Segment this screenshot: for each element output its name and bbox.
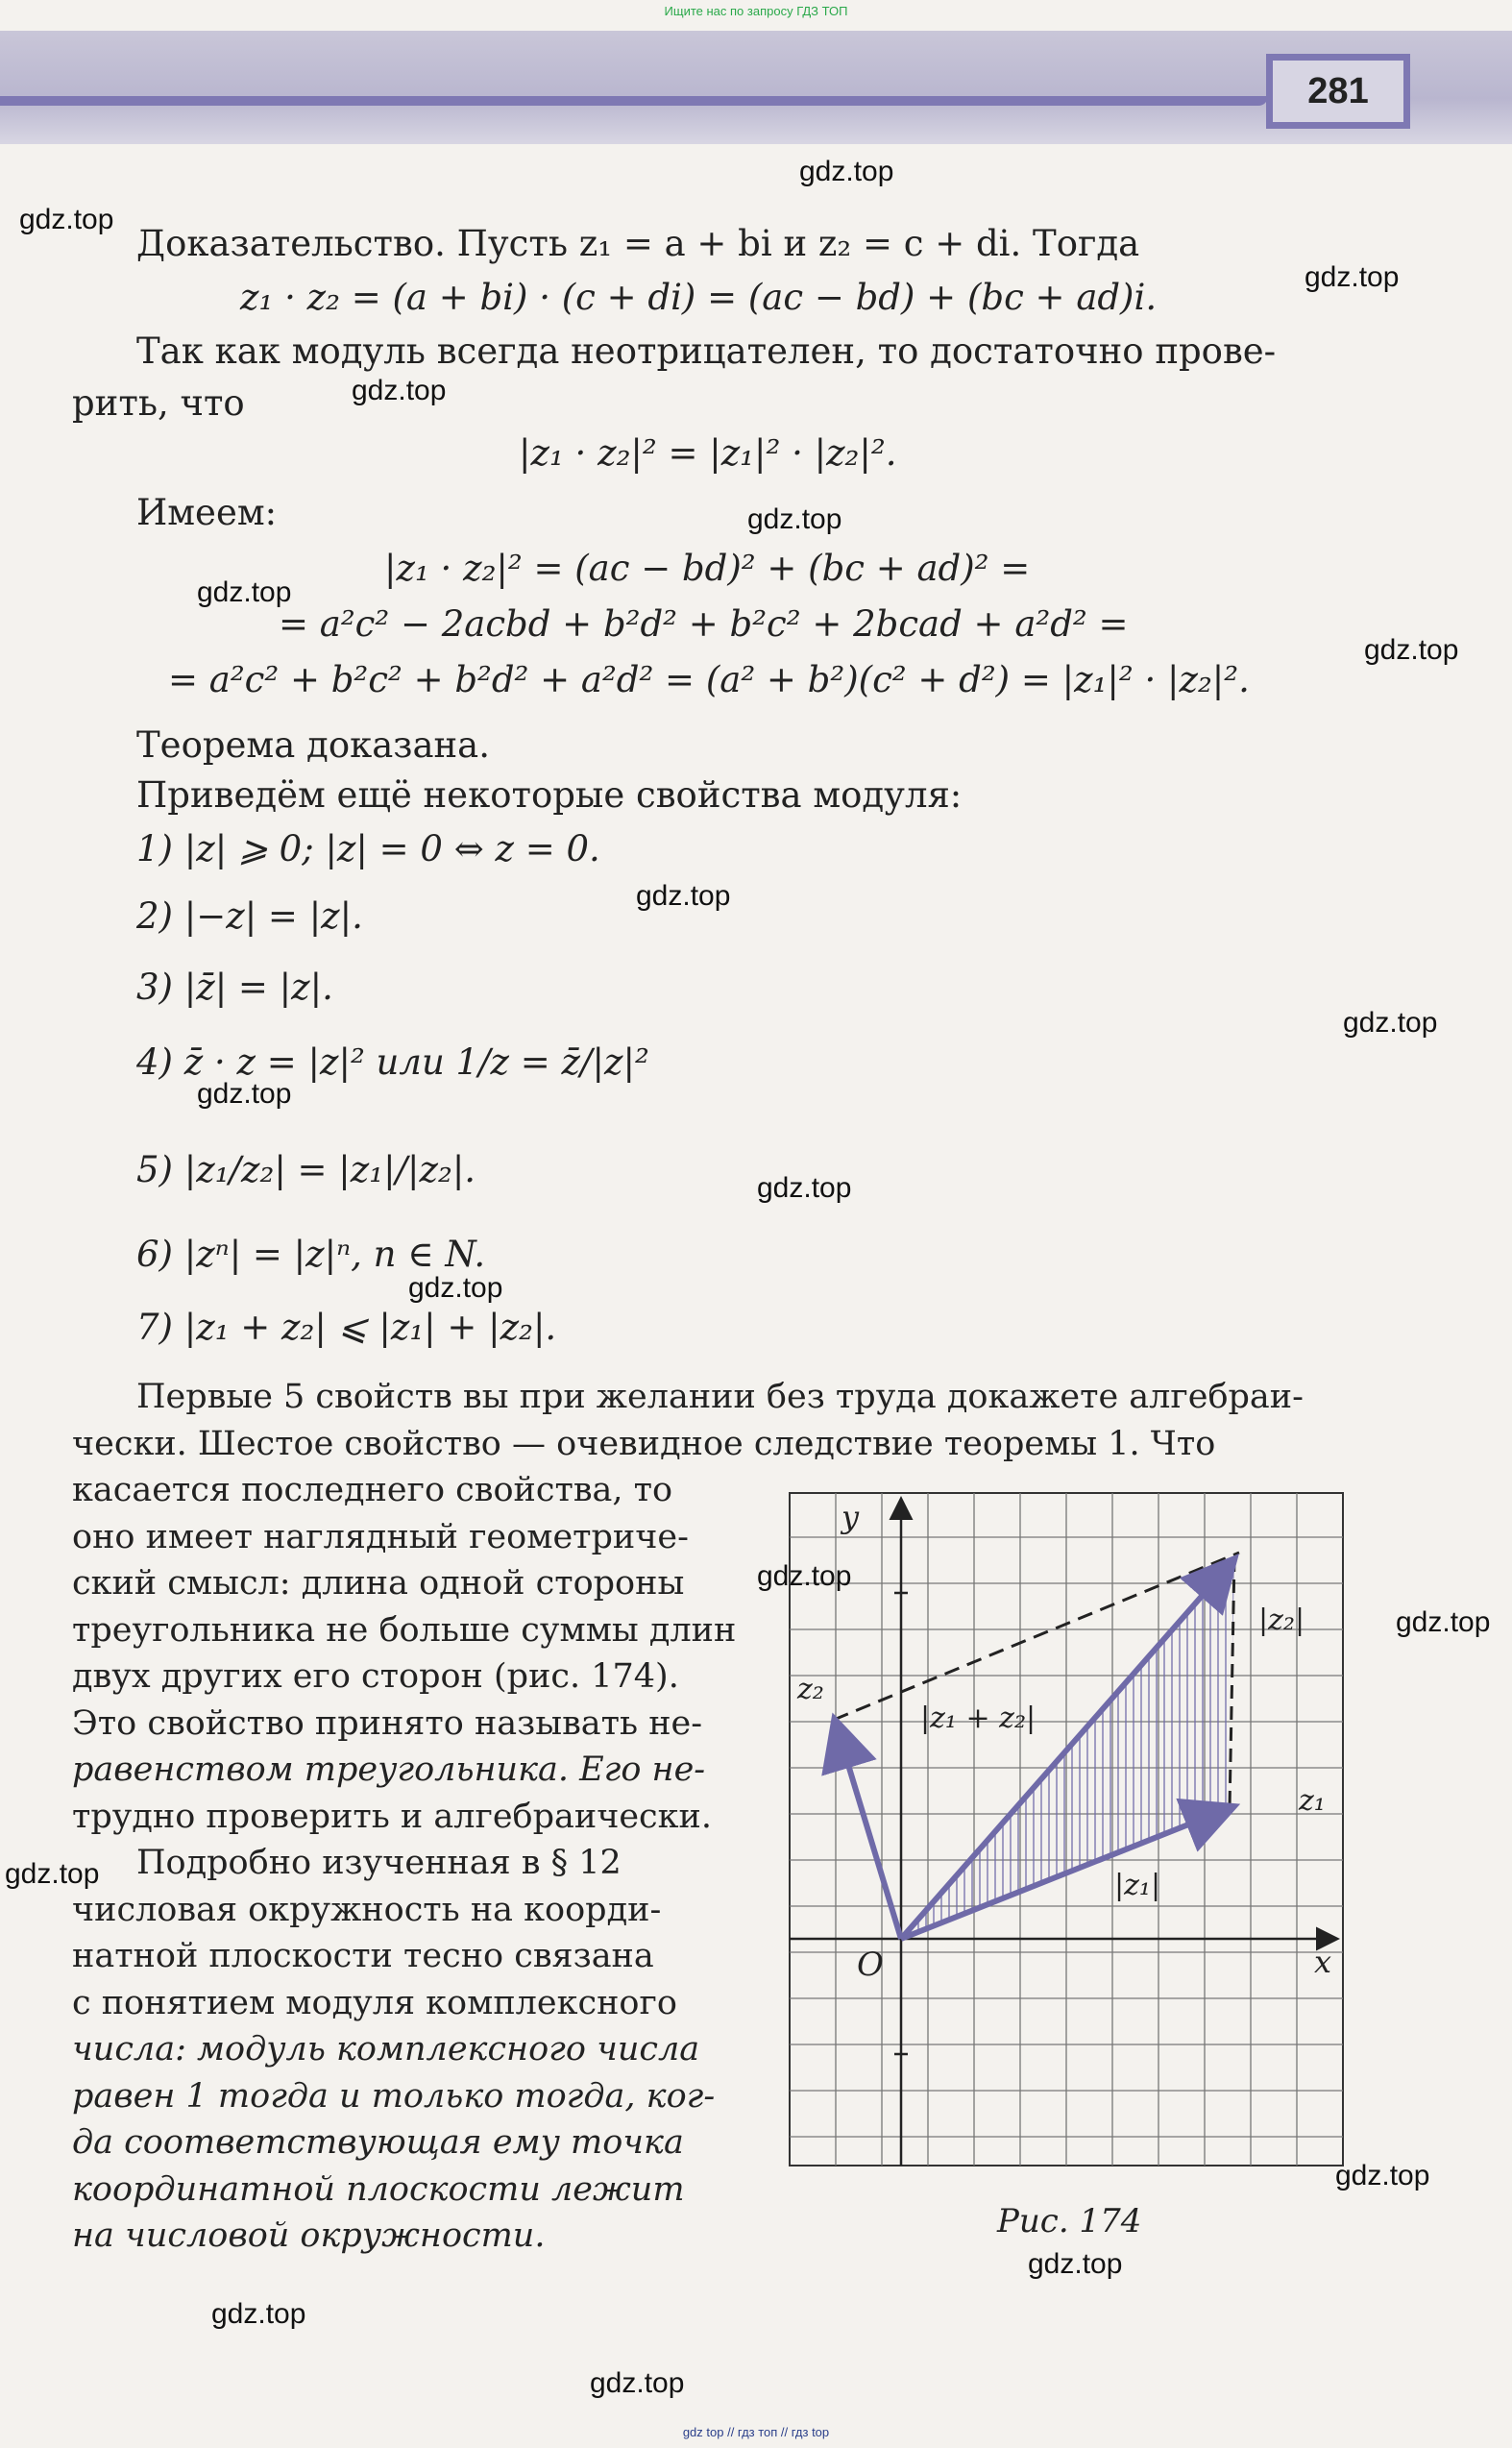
watermark: gdz.top <box>757 1560 852 1592</box>
properties-intro: Приведём ещё некоторые свойства модуля: <box>136 774 963 816</box>
proof-intro: Доказательство. Пусть z₁ = a + bi и z₂ = c + di. Тогда <box>136 223 1140 264</box>
paragraph-line: Первые 5 свойств вы при желании без труда докажете алгебраи- <box>136 1378 1304 1416</box>
proof-eq2: = a²c² − 2acbd + b²d² + b²c² + 2bcad + a²d² = <box>279 603 1129 645</box>
paragraph-line: на числовой окружности. <box>72 2216 546 2255</box>
paragraph-line: Подробно изученная в § 12 <box>136 1844 622 1882</box>
watermark: gdz.top <box>5 1858 100 1890</box>
paragraph-line: да соответствующая ему точка <box>72 2123 684 2162</box>
paragraph-line: с понятием модуля комплексного <box>72 1983 677 2022</box>
property-3: 3) |z̄| = |z|. <box>136 967 333 1008</box>
watermark: gdz.top <box>352 375 447 406</box>
property-6: 6) |zⁿ| = |z|ⁿ, n ∈ N. <box>136 1234 486 1275</box>
z2-modulus-label: |z₂| <box>1258 1603 1305 1637</box>
top-note: Ищите нас по запросу ГДЗ ТОП <box>664 4 848 18</box>
proof-have: Имеем: <box>136 492 278 533</box>
proof-since-2: рить, что <box>72 382 245 424</box>
x-axis-label: x <box>1314 1944 1332 1980</box>
proof-eq3: = a²c² + b²c² + b²d² + a²d² = (a² + b²)(c² + d²) = |z₁|² · |z₂|². <box>168 659 1250 700</box>
z2-label: z₂ <box>797 1673 824 1706</box>
paragraph-line: трудно проверить и алгебраически. <box>72 1797 712 1836</box>
paragraph-line: чески. Шестое свойство — очевидное следствие теоремы 1. Что <box>72 1424 1216 1463</box>
paragraph-line: числа: модуль комплексного числа <box>72 2030 700 2069</box>
proof-since-1: Так как модуль всегда неотрицателен, то достаточно прове- <box>136 330 1277 372</box>
proof-product: z₁ · z₂ = (a + bi) · (c + di) = (ac − bd) + (bc + ad)i. <box>240 277 1158 318</box>
watermark: gdz.top <box>636 880 731 912</box>
watermark: gdz.top <box>197 1078 292 1110</box>
property-5: 5) |z₁/z₂| = |z₁|/|z₂|. <box>136 1149 476 1190</box>
watermark: gdz.top <box>590 2367 685 2399</box>
sum-modulus-label: |z₁ + z₂| <box>920 1701 1036 1735</box>
watermark: gdz.top <box>211 2298 306 2330</box>
watermark: gdz.top <box>1335 2160 1430 2191</box>
property-7: 7) |z₁ + z₂| ⩽ |z₁| + |z₂|. <box>136 1307 557 1348</box>
paragraph-line: равен 1 тогда и только тогда, ког- <box>72 2076 716 2116</box>
paragraph-line: ский смысл: длина одной стороны <box>72 1564 685 1603</box>
watermark: gdz.top <box>1028 2248 1123 2280</box>
proof-eq1: |z₁ · z₂|² = (ac − bd)² + (bc + ad)² = <box>384 548 1031 589</box>
paragraph-line: равенством треугольника. Его не- <box>72 1750 706 1789</box>
watermark: gdz.top <box>1364 634 1459 666</box>
footer-note: gdz top // гдз топ // гдз top <box>682 2425 830 2439</box>
figure-174 <box>778 1487 1354 2179</box>
z1-label: z₁ <box>1299 1784 1326 1818</box>
paragraph-line: оно имеет наглядный геометриче- <box>72 1517 689 1556</box>
watermark: gdz.top <box>757 1172 852 1204</box>
paragraph-line: Это свойство принято называть не- <box>72 1703 703 1743</box>
paragraph-full <box>72 1374 1347 1467</box>
watermark: gdz.top <box>19 204 114 235</box>
watermark: gdz.top <box>799 156 894 187</box>
proof-check: |z₁ · z₂|² = |z₁|² · |z₂|². <box>519 432 897 474</box>
property-4: 4) z̄ · z = |z|² или 1/z = z̄/|z|² <box>136 1041 649 1083</box>
paragraph-line: касается последнего свойства, то <box>72 1471 673 1509</box>
proof-done: Теорема доказана. <box>136 724 490 766</box>
header-stripe <box>0 96 1268 106</box>
property-2: 2) |−z| = |z|. <box>136 895 363 937</box>
page-number: 281 <box>1266 54 1410 129</box>
z1-modulus-label: |z₁| <box>1114 1869 1161 1902</box>
origin-label: O <box>857 1946 884 1984</box>
watermark: gdz.top <box>1396 1606 1491 1638</box>
y-axis-label: y <box>841 1499 860 1535</box>
watermark: gdz.top <box>197 576 292 608</box>
figure-caption: Рис. 174 <box>997 2202 1142 2240</box>
watermark: gdz.top <box>408 1272 503 1304</box>
watermark: gdz.top <box>747 503 842 535</box>
paragraph-line: двух других его сторон (рис. 174). <box>72 1657 679 1696</box>
paragraph-line: числовая окружность на коорди- <box>72 1890 662 1929</box>
watermark: gdz.top <box>1343 1007 1438 1039</box>
paragraph-line: координатной плоскости лежит <box>72 2169 685 2209</box>
paragraph-line: треугольника не больше суммы длин <box>72 1610 737 1650</box>
paragraph-column <box>72 1467 744 2260</box>
property-1: 1) |z| ⩾ 0; |z| = 0 ⇔ z = 0. <box>136 828 600 869</box>
paragraph-line: натной плоскости тесно связана <box>72 1937 654 1975</box>
watermark: gdz.top <box>1305 261 1400 293</box>
